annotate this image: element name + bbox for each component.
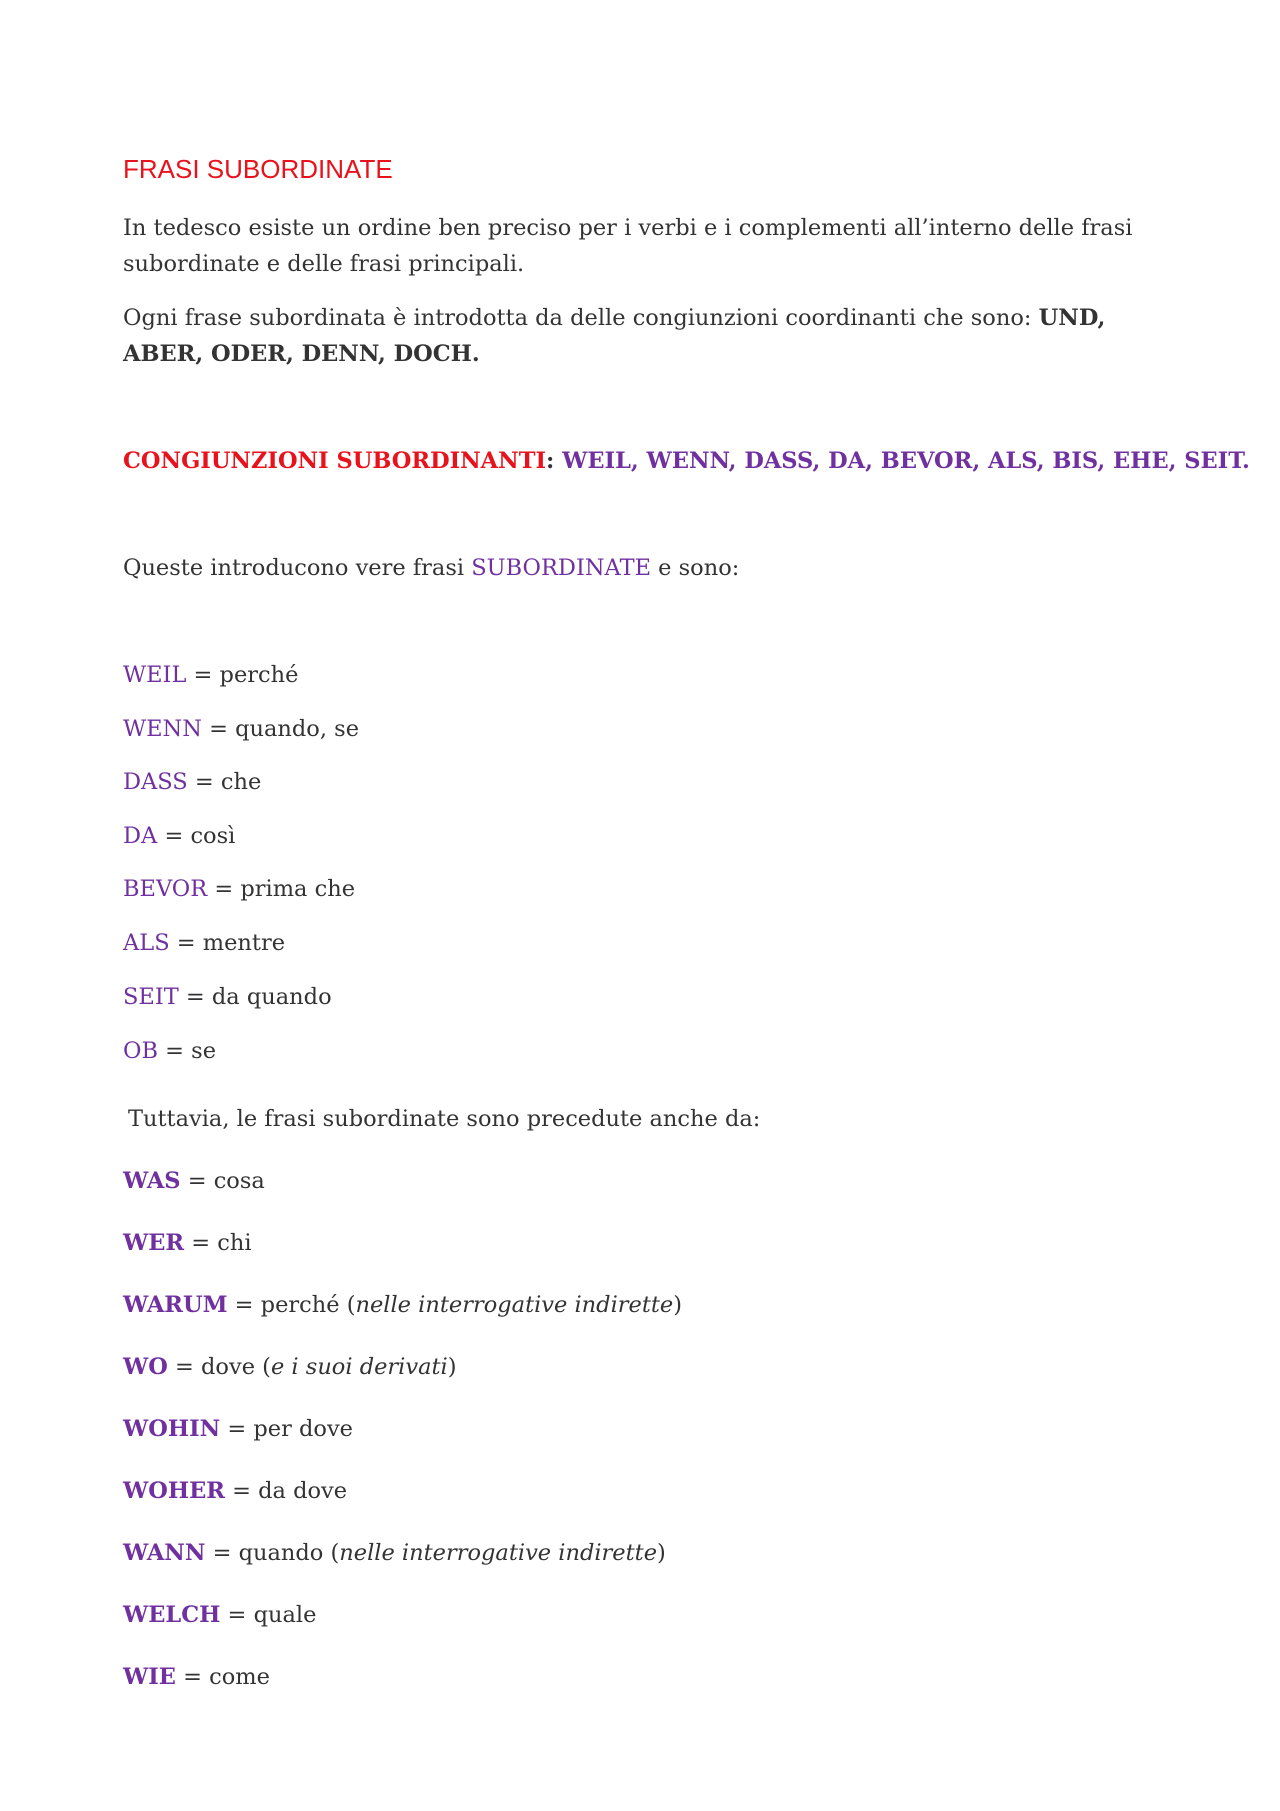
list-item bbox=[123, 1168, 265, 1194]
note-close: ) bbox=[657, 1540, 666, 1566]
intro-after: e sono: bbox=[651, 555, 740, 581]
list-item bbox=[123, 1602, 316, 1628]
term: BEVOR bbox=[123, 876, 208, 902]
term: WELCH bbox=[123, 1602, 221, 1628]
term: SEIT bbox=[123, 984, 179, 1010]
list-item bbox=[123, 1664, 270, 1690]
however-text: Tuttavia, le frasi subordinate sono precedute anche da: bbox=[128, 1106, 761, 1132]
term: WER bbox=[123, 1230, 185, 1256]
list-item bbox=[123, 1416, 353, 1442]
coordinating-paragraph bbox=[123, 300, 1133, 372]
subordinating-conjunctions-line bbox=[123, 448, 1250, 474]
term: ALS bbox=[123, 930, 170, 956]
list-item bbox=[123, 1478, 347, 1504]
term: WENN bbox=[123, 716, 202, 742]
conjunctions-label: CONGIUNZIONI SUBORDINANTI bbox=[123, 448, 546, 474]
note-close: ) bbox=[447, 1354, 457, 1380]
list-item bbox=[123, 1230, 252, 1256]
meaning: = mentre bbox=[169, 930, 286, 956]
list-item bbox=[123, 1354, 457, 1380]
intro-highlight: SUBORDINATE bbox=[471, 555, 651, 581]
meaning: = chi bbox=[184, 1230, 252, 1256]
list-item bbox=[123, 1292, 682, 1318]
meaning: = perché bbox=[186, 662, 299, 688]
intro-paragraph: In tedesco esiste un ordine ben preciso per i verbi e i complementi all’interno delle frasi subordinate e delle frasi principali. bbox=[123, 215, 1133, 277]
term: WEIL bbox=[123, 662, 187, 688]
list-item bbox=[123, 876, 355, 902]
meaning: = perché ( bbox=[227, 1292, 356, 1318]
note-close: ) bbox=[673, 1292, 683, 1318]
term: OB bbox=[123, 1038, 158, 1064]
term: DA bbox=[123, 823, 158, 849]
page-title: FRASI SUBORDINATE bbox=[123, 154, 393, 184]
meaning: = dove ( bbox=[167, 1354, 271, 1380]
list-item bbox=[123, 662, 298, 688]
meaning: = cosa bbox=[180, 1168, 265, 1194]
term: WANN bbox=[123, 1540, 206, 1566]
list-item bbox=[123, 769, 261, 795]
meaning: = che bbox=[187, 769, 262, 795]
term: DASS bbox=[123, 769, 188, 795]
term: WIE bbox=[123, 1664, 176, 1690]
intro-before: Queste introducono vere frasi bbox=[123, 555, 472, 581]
note: e i suoi derivati bbox=[270, 1354, 448, 1380]
term: WAS bbox=[123, 1168, 181, 1194]
meaning: = quale bbox=[220, 1602, 317, 1628]
note: nelle interrogative indirette bbox=[339, 1540, 658, 1566]
conjunctions-list: WEIL, WENN, DASS, DA, BEVOR, ALS, BIS, EHE, SEIT. bbox=[554, 448, 1250, 474]
list-item bbox=[123, 716, 359, 742]
term: WOHER bbox=[123, 1478, 225, 1504]
coordinating-text: Ogni frase subordinata è introdotta da delle congiunzioni coordinanti che sono: bbox=[123, 305, 1039, 331]
term: WOHIN bbox=[123, 1416, 221, 1442]
list-item bbox=[123, 1540, 666, 1566]
list-item bbox=[123, 823, 235, 849]
list-item bbox=[123, 930, 285, 956]
meaning: = prima che bbox=[207, 876, 356, 902]
subordinate-intro bbox=[123, 555, 739, 581]
meaning: = quando ( bbox=[205, 1540, 340, 1566]
meaning: = se bbox=[157, 1038, 217, 1064]
list-item bbox=[123, 1038, 216, 1064]
meaning: = come bbox=[175, 1664, 270, 1690]
coordinating-conjunctions: UND, ABER, ODER, DENN, DOCH. bbox=[123, 305, 1106, 367]
meaning: = così bbox=[157, 823, 236, 849]
meaning: = per dove bbox=[220, 1416, 353, 1442]
note: nelle interrogative indirette bbox=[355, 1292, 674, 1318]
meaning: = quando, se bbox=[201, 716, 360, 742]
meaning: = da quando bbox=[178, 984, 332, 1010]
list-item bbox=[123, 984, 332, 1010]
conjunctions-colon: : bbox=[545, 448, 555, 474]
term: WARUM bbox=[123, 1292, 228, 1318]
meaning: = da dove bbox=[224, 1478, 348, 1504]
term: WO bbox=[123, 1354, 168, 1380]
